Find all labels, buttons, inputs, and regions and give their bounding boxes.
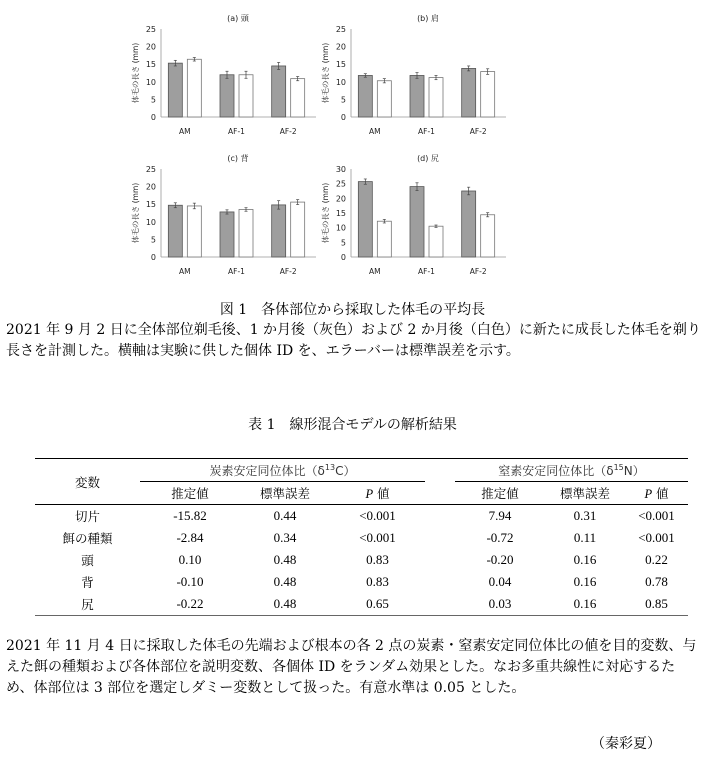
cell-n-est: -0.20 <box>486 552 514 567</box>
y-tick-label: 20 <box>335 194 346 204</box>
y-tick-label: 0 <box>340 253 346 262</box>
bar <box>462 191 476 257</box>
bar <box>220 75 234 117</box>
variable-header: 変数 <box>35 459 140 505</box>
table-row <box>35 549 688 571</box>
y-tick-label: 20 <box>145 182 156 192</box>
bar <box>239 209 253 257</box>
x-tick-label: AF-2 <box>469 267 487 276</box>
cell-c-est: -2.84 <box>176 530 204 545</box>
bar <box>410 187 424 257</box>
chart-svg <box>130 145 330 285</box>
cell-c-est: -15.82 <box>173 508 207 523</box>
bar <box>462 68 476 117</box>
col-c-estimate: 推定値 <box>140 482 240 505</box>
cell-c-se: 0.48 <box>273 574 297 589</box>
carbon-group-header: 炭素安定同位体比$(\delta^{13}C)$ <box>140 459 425 482</box>
y-tick-label: 25 <box>145 165 156 174</box>
cell-c-se: 0.48 <box>240 593 330 616</box>
x-tick-label: AM <box>369 127 381 136</box>
bar <box>272 205 286 257</box>
cell-n-est: -0.72 <box>486 530 514 545</box>
bar <box>220 212 234 257</box>
bar <box>481 215 495 257</box>
bar <box>272 66 286 117</box>
cell-var: 切片 <box>74 509 100 524</box>
chart-svg <box>130 5 330 145</box>
col-n-se: 標準誤差 <box>545 482 625 505</box>
chart-svg <box>320 5 520 145</box>
cell-var: 尻 <box>35 593 140 616</box>
chart-title: (c) 背 <box>227 154 249 163</box>
y-tick-label: 10 <box>145 217 156 227</box>
figure-caption-title: 図 1 各体部位から採取した体毛の平均長 <box>219 302 486 318</box>
chart-title: (d) 尻 <box>417 154 439 163</box>
y-tick-label: 15 <box>335 60 346 70</box>
cell-n-se: 0.16 <box>545 593 625 616</box>
cell-n-p: <0.001 <box>638 508 675 523</box>
x-tick-label: AM <box>179 267 191 276</box>
y-tick-label: 5 <box>340 95 346 105</box>
y-tick-label: 5 <box>150 95 156 105</box>
x-tick-label: AF-1 <box>228 267 245 276</box>
nitrogen-group-header: 窒素安定同位体比$(\delta^{15}N)$ <box>455 459 688 482</box>
bar <box>168 205 182 257</box>
x-tick-label: AF-2 <box>279 127 297 136</box>
table-row <box>35 571 688 593</box>
bar <box>358 182 372 257</box>
y-axis-label: 体毛の長さ (mm) <box>131 182 140 244</box>
y-axis-label: 体毛の長さ (mm) <box>321 182 330 244</box>
y-tick-label: 0 <box>150 113 156 122</box>
chart-svg <box>320 145 520 285</box>
chart-title: (b) 肩 <box>417 14 439 23</box>
cell-c-p: <0.001 <box>359 508 396 523</box>
cell-var: 背 <box>81 575 94 590</box>
cell-n-se: 0.31 <box>573 508 597 523</box>
author: （秦彩夏） <box>591 736 661 752</box>
x-tick-label: AM <box>369 267 381 276</box>
x-tick-label: AF-2 <box>469 127 487 136</box>
cell-n-se: 0.16 <box>573 574 597 589</box>
cell-c-p: 0.65 <box>330 593 425 616</box>
y-tick-label: 25 <box>335 25 346 34</box>
cell-var: 頭 <box>81 553 94 568</box>
bar <box>291 202 305 257</box>
col-c-p: P 値 <box>330 482 425 505</box>
cell-c-se: 0.44 <box>273 508 297 523</box>
y-tick-label: 5 <box>150 235 156 245</box>
cell-c-se: 0.48 <box>273 552 297 567</box>
cell-n-p: 0.22 <box>645 552 668 567</box>
bar <box>377 81 391 117</box>
table-row <box>35 527 688 549</box>
y-axis-label: 体毛の長さ (mm) <box>321 42 330 104</box>
bar <box>187 59 201 117</box>
y-tick-label: 30 <box>335 165 346 174</box>
x-tick-label: AF-2 <box>279 267 297 276</box>
y-tick-label: 10 <box>335 223 346 233</box>
y-tick-label: 15 <box>145 60 156 70</box>
x-tick-label: AF-1 <box>228 127 245 136</box>
y-tick-label: 0 <box>340 113 346 122</box>
table-title: 表 1 線形混合モデルの解析結果 <box>248 417 457 433</box>
chart-c-back <box>130 145 330 285</box>
y-axis-label: 体毛の長さ (mm) <box>131 42 140 104</box>
chart-title: (a) 頭 <box>227 14 249 23</box>
table-note: 2021 年 11 月 4 日に採取した体毛の先端および根本の各 2 点の炭素・窒素安定同位体比の値を目的変数、与えた餌の種類および各体部位を説明変数、各個体 ID をランダム効果とした。なお多重共線性に対応するため、体部位は 3 部位を選定しダミー変数として扱った。有意水準は 0.05 とした。 <box>6 638 697 696</box>
x-tick-label: AF-1 <box>418 127 435 136</box>
bar <box>429 226 443 257</box>
bar <box>239 75 253 117</box>
x-tick-label: AF-1 <box>418 267 435 276</box>
x-tick-label: AM <box>179 127 191 136</box>
cell-n-p: 0.85 <box>625 593 688 616</box>
chart-d-rump <box>320 145 520 285</box>
y-tick-label: 15 <box>145 200 156 210</box>
bar <box>187 206 201 257</box>
bar <box>358 75 372 117</box>
cell-var: 餌の種類 <box>62 531 113 546</box>
cell-c-p: 0.83 <box>366 552 389 567</box>
col-n-p: P 値 <box>625 482 688 505</box>
cell-n-est: 0.03 <box>455 593 545 616</box>
y-tick-label: 25 <box>145 25 156 34</box>
cell-n-p: <0.001 <box>638 530 675 545</box>
cell-n-est: 0.04 <box>488 574 512 589</box>
chart-a-head <box>130 5 330 145</box>
cell-c-est: -0.22 <box>140 593 240 616</box>
figure-caption-text: 2021 年 9 月 2 日に全体部位剃毛後、1 か月後（灰色）および 2 か月後（白色）に新たに成長した体毛を剃り長さを計測した。横軸は実験に供した個体 ID を、エラーバーは標準誤差を示す。 <box>6 322 701 359</box>
cell-n-est: 7.94 <box>488 508 512 523</box>
table-row <box>35 593 688 616</box>
bar <box>429 78 443 117</box>
bar <box>481 72 495 117</box>
y-tick-label: 25 <box>335 179 346 189</box>
bar <box>377 221 391 257</box>
results-table <box>35 458 688 616</box>
y-tick-label: 20 <box>335 42 346 52</box>
table-row <box>35 505 688 528</box>
cell-c-est: -0.10 <box>176 574 204 589</box>
chart-b-shoulder <box>320 5 520 145</box>
cell-c-p: 0.83 <box>366 574 389 589</box>
y-tick-label: 10 <box>335 77 346 87</box>
col-c-se: 標準誤差 <box>240 482 330 505</box>
cell-n-se: 0.11 <box>573 530 597 545</box>
y-tick-label: 10 <box>145 77 156 87</box>
cell-n-p: 0.78 <box>645 574 668 589</box>
bar <box>291 79 305 117</box>
bar <box>410 75 424 117</box>
y-tick-label: 15 <box>335 209 346 218</box>
col-n-estimate: 推定値 <box>455 482 545 505</box>
bar <box>168 63 182 117</box>
y-tick-label: 5 <box>340 238 346 248</box>
y-tick-label: 0 <box>150 253 156 262</box>
y-tick-label: 20 <box>145 42 156 52</box>
cell-c-p: <0.001 <box>359 530 396 545</box>
cell-c-est: 0.10 <box>178 552 202 567</box>
cell-n-se: 0.16 <box>573 552 597 567</box>
cell-c-se: 0.34 <box>273 530 297 545</box>
